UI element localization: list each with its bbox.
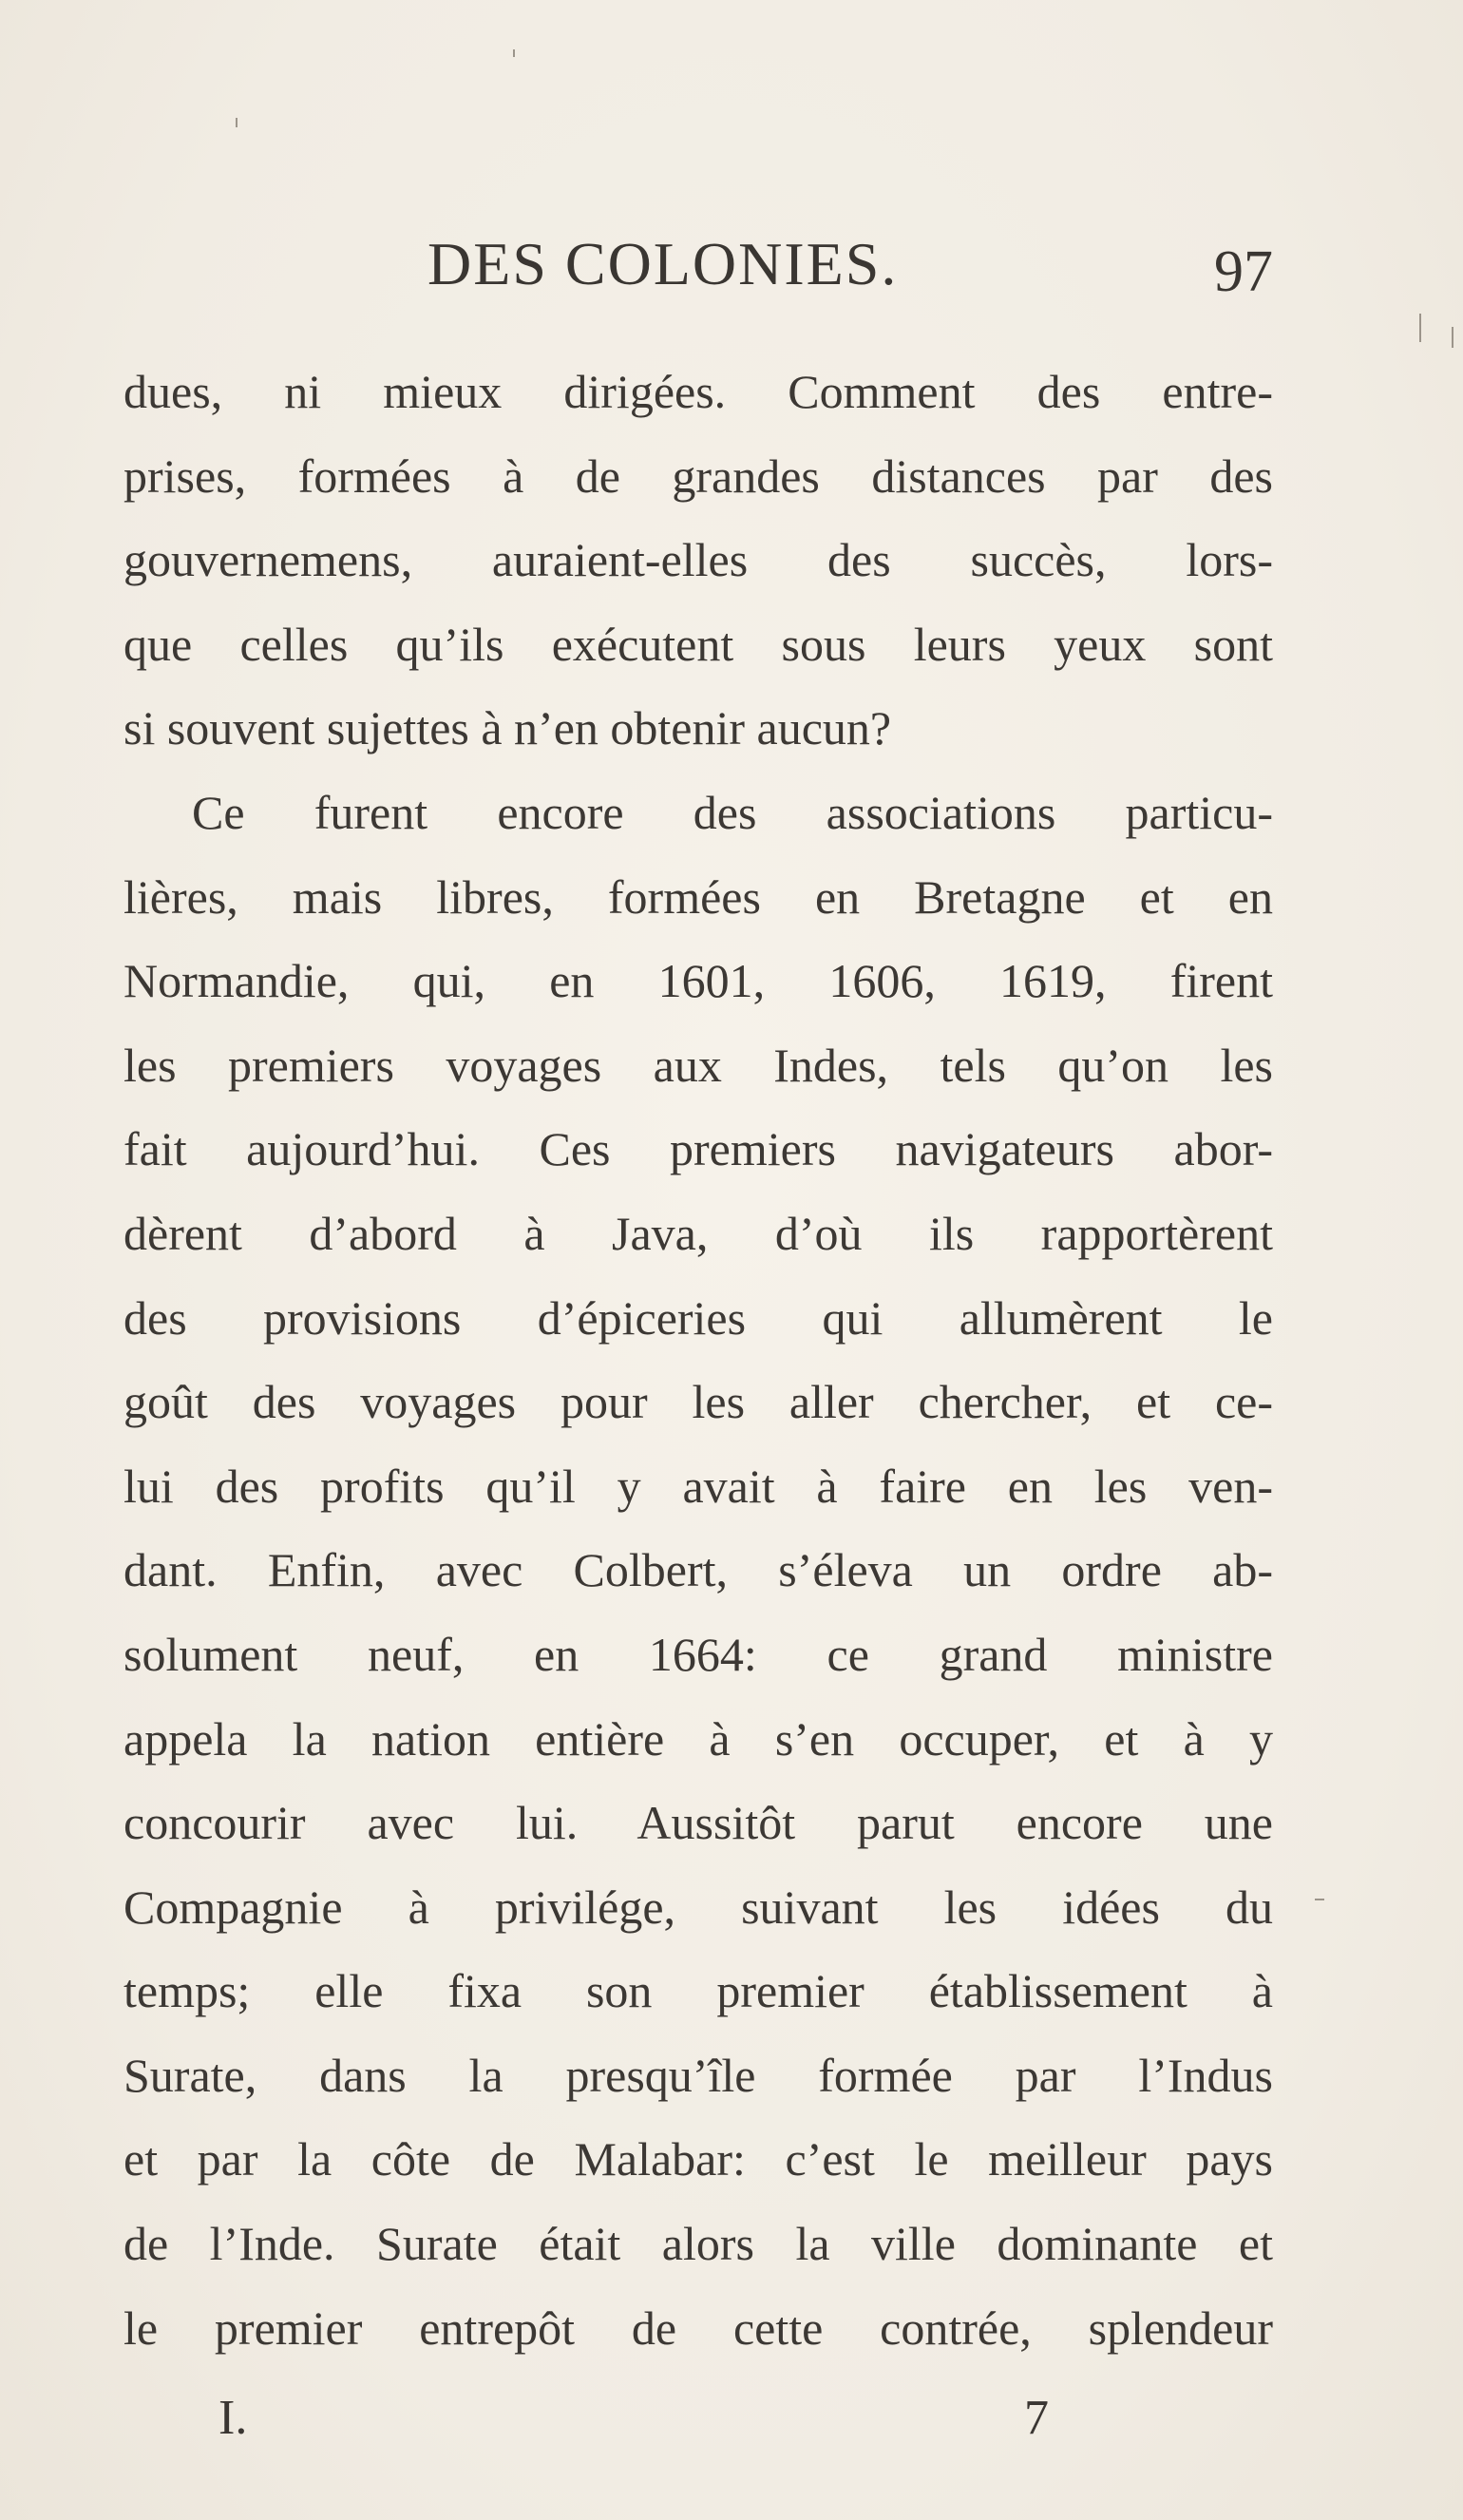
text-line-5: si souvent sujettes à n’en obtenir aucun? xyxy=(124,701,892,755)
text-line-2: prises, formées à de grandes distances par des xyxy=(124,449,1273,503)
text-line-1: dues, ni mieux dirigées. Comment des entre- xyxy=(124,365,1273,418)
paper-speck xyxy=(513,49,515,57)
text-line-23: de l’Inde. Surate était alors la ville dominante et xyxy=(124,2217,1273,2271)
text-line-15: dant. Enfin, avec Colbert, s’éleva un ordre ab- xyxy=(124,1543,1273,1597)
text-line-8: Normandie, qui, en 1601, 1606, 1619, firent xyxy=(124,954,1273,1008)
text-line-19: Compagnie à privilége, suivant les idées du xyxy=(124,1880,1273,1934)
text-line-7: lières, mais libres, formées en Bretagne et en xyxy=(124,869,1273,924)
paper-speck xyxy=(1452,327,1454,348)
text-line-12: des provisions d’épiceries qui allumèrent le xyxy=(124,1290,1273,1345)
paper-speck xyxy=(1419,314,1421,342)
text-line-9: les premiers voyages aux Indes, tels qu’on les xyxy=(124,1038,1273,1092)
text-line-21: Surate, dans la presqu’île formée par l’Indus xyxy=(124,2048,1273,2102)
text-line-20: temps; elle fixa son premier établissement à xyxy=(124,1964,1273,2018)
text-line-17: appela la nation entière à s’en occuper, et à y xyxy=(124,1711,1273,1766)
signature-mark: I. xyxy=(218,2391,248,2445)
paper-speck xyxy=(236,118,238,127)
text-line-18: concourir avec lui. Aussitôt parut encore une xyxy=(124,1796,1273,1850)
text-line-14: lui des profits qu’il y avait à faire en les ven- xyxy=(124,1459,1273,1513)
body-text xyxy=(124,350,1273,2370)
text-line-16: solument neuf, en 1664: ce grand ministre xyxy=(124,1627,1273,1681)
signature-line xyxy=(124,2385,1273,2452)
text-line-3: gouvernemens, auraient-elles des succès, lors- xyxy=(124,533,1273,587)
page-number: 97 xyxy=(1214,239,1273,304)
text-line-11: dèrent d’abord à Java, d’où ils rapportèrent xyxy=(124,1206,1273,1260)
text-line-4: que celles qu’ils exécutent sous leurs yeux sont xyxy=(124,617,1273,671)
text-line-24: le premier entrepôt de cette contrée, splendeur xyxy=(124,2300,1273,2355)
signature-number: 7 xyxy=(1024,2391,1049,2445)
text-line-10: fait aujourd’hui. Ces premiers navigateurs abor- xyxy=(124,1122,1273,1176)
running-title: DES COLONIES. xyxy=(428,230,899,297)
paper-speck xyxy=(1315,1899,1324,1900)
text-line-22: et par la côte de Malabar: c’est le meilleur pays xyxy=(124,2132,1273,2186)
text-line-13: goût des voyages pour les aller chercher, et ce- xyxy=(124,1375,1273,1429)
text-line-6: Ce furent encore des associations particu- xyxy=(192,785,1273,839)
running-head xyxy=(124,226,1273,302)
